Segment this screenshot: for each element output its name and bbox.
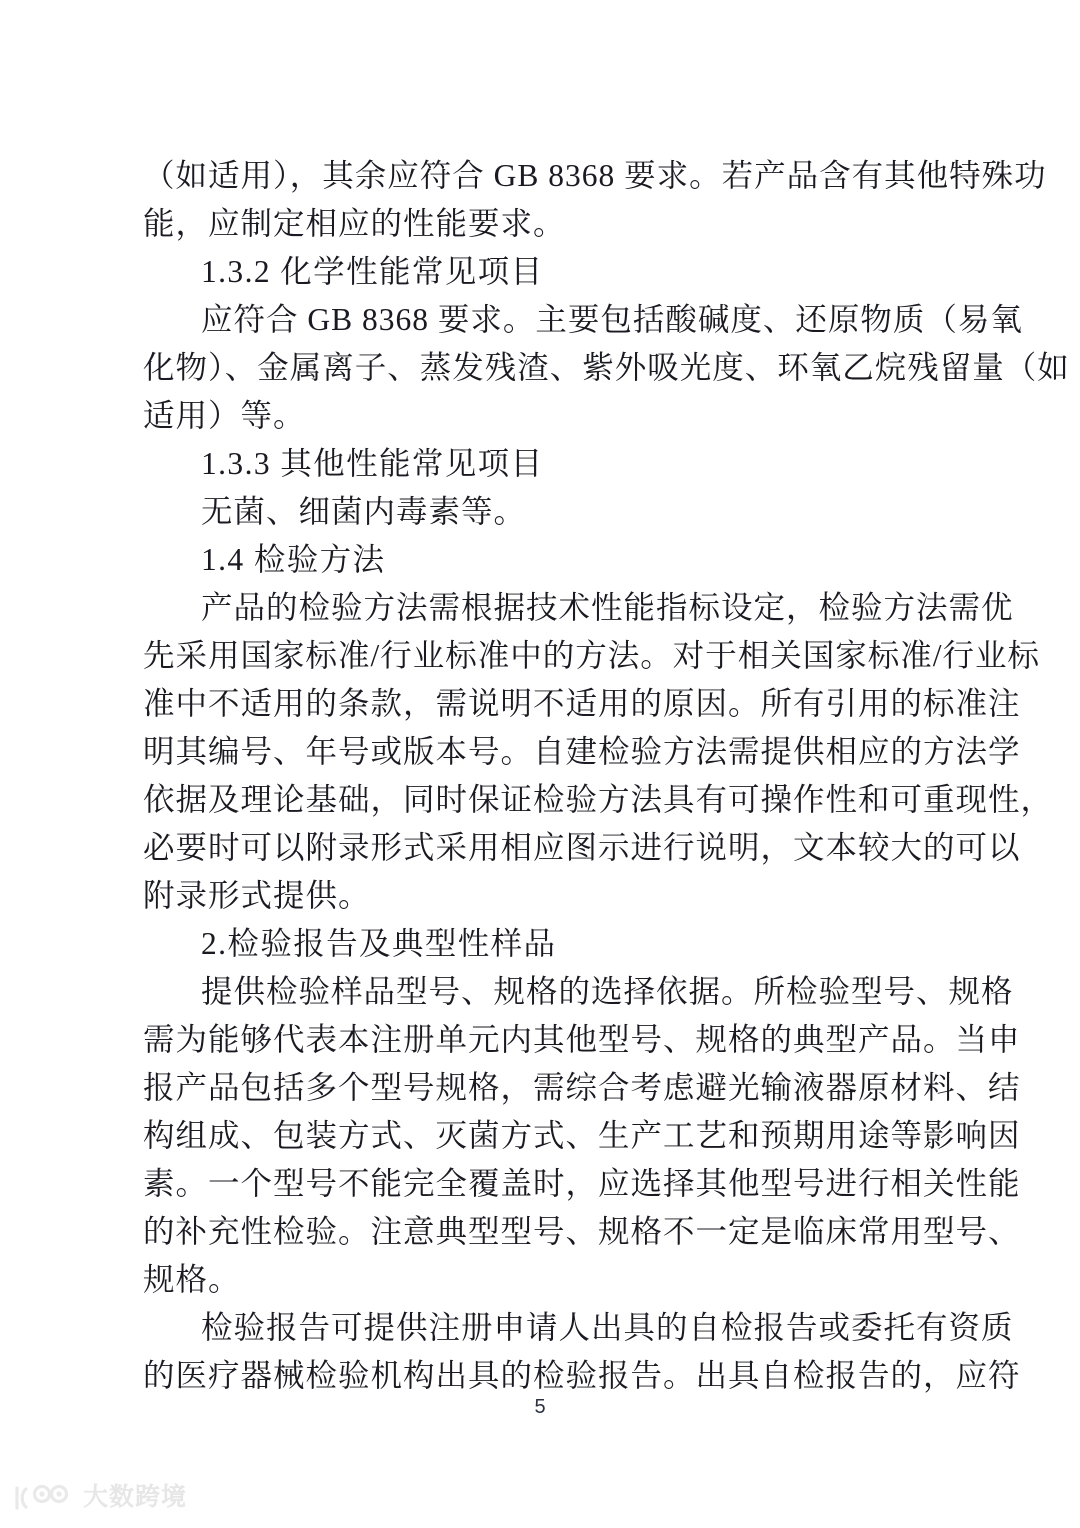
body-line: 准中不适用的条款，需说明不适用的原因。所有引用的标准注 [143, 686, 1021, 721]
section-heading: 1.3.2 化学性能常见项目 [201, 254, 544, 289]
section-heading: 2.检验报告及典型性样品 [201, 926, 557, 961]
body-line: 规格。 [143, 1262, 241, 1297]
body-line: 提供检验样品型号、规格的选择依据。所检验型号、规格 [201, 974, 1014, 1009]
body-line: 明其编号、年号或版本号。自建检验方法需提供相应的方法学 [143, 734, 1021, 769]
page-number: 5 [534, 1396, 546, 1418]
body-line: 无菌、细菌内毒素等。 [201, 494, 527, 529]
body-line: 化物）、金属离子、蒸发残渣、紫外吸光度、环氧乙烷残留量（如 [143, 350, 1070, 385]
body-line: 能，应制定相应的性能要求。 [143, 206, 566, 241]
body-line: 依据及理论基础，同时保证检验方法具有可操作性和可重现性， [143, 782, 1054, 817]
section-heading: 1.3.3 其他性能常见项目 [201, 446, 544, 481]
body-line: （如适用），其余应符合 GB 8368 要求。若产品含有其他特殊功 [143, 158, 1047, 193]
body-line: 产品的检验方法需根据技术性能指标设定，检验方法需优 [201, 590, 1014, 625]
body-line: 必要时可以附录形式采用相应图示进行说明，文本较大的可以 [143, 830, 1021, 865]
body-line: 报产品包括多个型号规格，需综合考虑避光输液器原材料、结 [143, 1070, 1021, 1105]
section-heading: 1.4 检验方法 [201, 542, 386, 577]
body-line: 需为能够代表本注册单元内其他型号、规格的典型产品。当申 [143, 1022, 1021, 1057]
body-line: 应符合 GB 8368 要求。主要包括酸碱度、还原物质（易氧 [201, 302, 1023, 337]
body-line: 素。一个型号不能完全覆盖时，应选择其他型号进行相关性能 [143, 1166, 1021, 1201]
body-line: 适用）等。 [143, 398, 306, 433]
watermark [12, 1482, 187, 1512]
body-line: 附录形式提供。 [143, 878, 371, 913]
watermark-brand-text: 大数跨境 [83, 1482, 188, 1511]
body-line: 构组成、包装方式、灭菌方式、生产工艺和预期用途等影响因 [143, 1118, 1021, 1153]
document-body-text [143, 152, 1070, 1400]
body-line: 的医疗器械检验机构出具的检验报告。出具自检报告的，应符 [143, 1358, 1021, 1393]
body-line: 检验报告可提供注册申请人出具的自检报告或委托有资质 [201, 1310, 1014, 1345]
body-line: 先采用国家标准/行业标准中的方法。对于相关国家标准/行业标 [143, 638, 1041, 673]
body-line: 的补充性检验。注意典型型号、规格不一定是临床常用型号、 [143, 1214, 1021, 1249]
dashukuajing-logo-icon [12, 1482, 74, 1512]
